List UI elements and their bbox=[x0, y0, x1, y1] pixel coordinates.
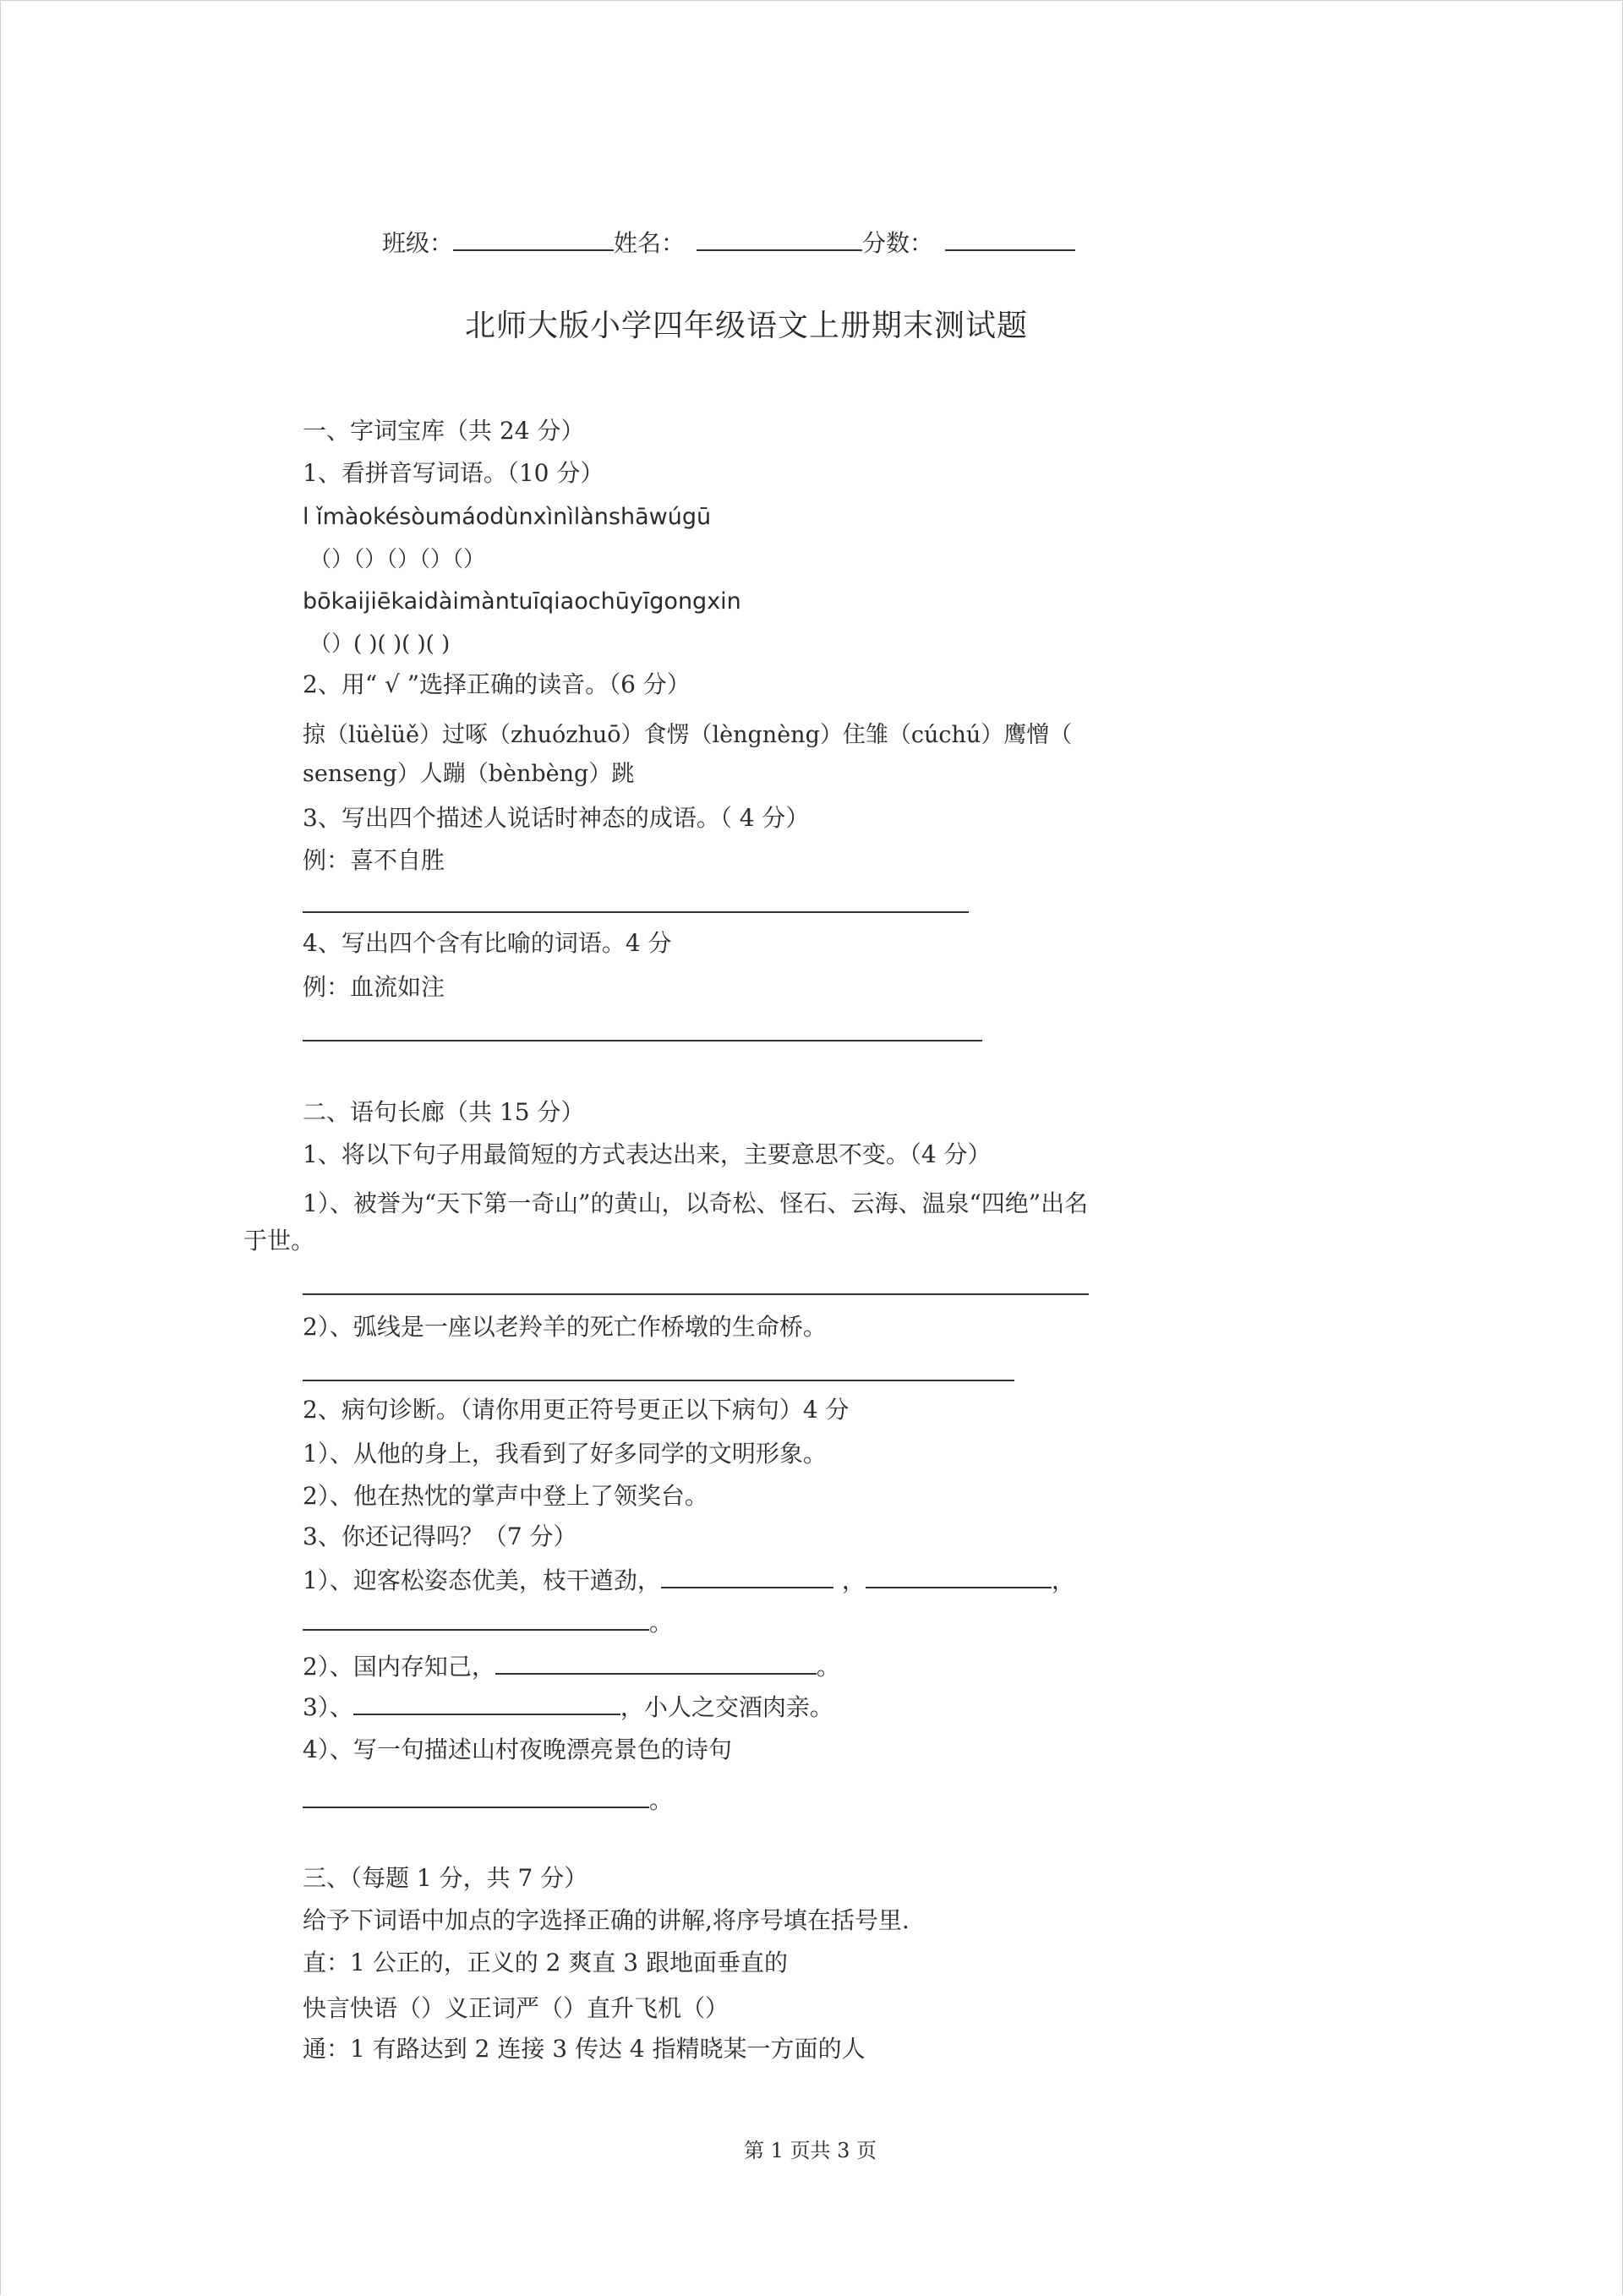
s1-q2-title: 2、用“ √ ”选择正确的读音。（6 分） bbox=[303, 670, 691, 698]
s2-q3-s1-blank-b[interactable] bbox=[866, 1565, 1052, 1588]
section1-heading: 一、字词宝库（共 24 分） bbox=[303, 417, 585, 445]
page-footer: 第 1 页共 3 页 bbox=[744, 2139, 877, 2162]
s1-q4-title: 4、写出四个含有比喻的词语。4 分 bbox=[303, 929, 672, 957]
s2-q1-title: 1、将以下句子用最简短的方式表达出来，主要意思不变。（4 分） bbox=[303, 1140, 992, 1168]
score-label: 分数： bbox=[862, 229, 934, 257]
s2-q3-s1-comma-a: ， bbox=[841, 1566, 866, 1594]
s2-q3-title: 3、你还记得吗？（7 分） bbox=[303, 1522, 577, 1550]
s2-q2-s2: 2）、他在热忱的掌声中登上了领奖台。 bbox=[303, 1482, 708, 1510]
s2-q1-s2: 2）、弧线是一座以老羚羊的死亡作桥墩的生命桥。 bbox=[303, 1313, 827, 1341]
s3-tong-definitions: 通：1 有路达到 2 连接 3 传达 4 指精晓某一方面的人 bbox=[303, 2035, 866, 2063]
s2-q3-s2-text: 2）、国内存知己， bbox=[303, 1653, 495, 1681]
s3-zhi-words[interactable]: 快言快语（）义正词严（）直升飞机（） bbox=[303, 1994, 730, 2022]
s2-q3-s1-blank-a[interactable] bbox=[661, 1565, 833, 1588]
s2-q3-s2-end: 。 bbox=[816, 1653, 840, 1681]
s2-q3-s3-blank[interactable] bbox=[353, 1692, 620, 1715]
s1-q1-paren-b[interactable]: （）( )( )( )( ) bbox=[309, 631, 451, 657]
s2-q3-s2-blank[interactable] bbox=[495, 1651, 817, 1675]
s2-q2-s1: 1）、从他的身上，我看到了好多同学的文明形象。 bbox=[303, 1440, 827, 1468]
s2-q3-s3-end: ，小人之交酒肉亲。 bbox=[620, 1693, 833, 1721]
s2-q3-s3 bbox=[303, 1691, 833, 1725]
s1-q3-answer-line[interactable] bbox=[303, 911, 969, 913]
score-blank[interactable] bbox=[945, 227, 1075, 251]
s3-zhi-definitions: 直：1 公正的，正义的 2 爽直 3 跟地面垂直的 bbox=[303, 1949, 788, 1976]
s1-q1-pinyin-a: l ǐmàokésòumáodùnxìnìlànshāwúgū bbox=[303, 504, 712, 530]
s1-q3-title: 3、写出四个描述人说话时神态的成语。（ 4 分） bbox=[303, 804, 810, 832]
s1-q1-title: 1、看拼音写词语。（10 分） bbox=[303, 459, 604, 487]
class-label: 班级： bbox=[382, 229, 454, 257]
page-title: 北师大版小学四年级语文上册期末测试题 bbox=[465, 309, 1029, 343]
s2-q3-s4-end: 。 bbox=[649, 1786, 674, 1814]
s2-q1-s2-answer-line[interactable] bbox=[303, 1380, 1014, 1381]
s2-q3-s4-cont bbox=[303, 1784, 673, 1818]
s2-q3-s4: 4）、写一句描述山村夜晚漂亮景色的诗句 bbox=[303, 1736, 732, 1763]
class-blank[interactable] bbox=[453, 227, 614, 251]
section2-heading: 二、语句长廊（共 15 分） bbox=[303, 1098, 585, 1126]
s2-q3-s1-text: 1）、迎客松姿态优美，枝干遒劲， bbox=[303, 1566, 661, 1594]
s2-q3-s1 bbox=[303, 1564, 1075, 1598]
s1-q1-paren-a[interactable]: （）（）（）（）（） bbox=[309, 547, 486, 572]
s1-q2-line1: 掠（lüèlüě）过啄（zhuózhuō）食愣（lèngnèng）住雏（cúchú）鹰憎（ bbox=[303, 722, 1073, 748]
name-label: 姓名： bbox=[614, 229, 686, 257]
s2-q1-s1-answer-line[interactable] bbox=[303, 1293, 1089, 1295]
header-line bbox=[382, 227, 1075, 260]
s1-q4-answer-line[interactable] bbox=[303, 1040, 982, 1041]
s2-q3-s4-blank[interactable] bbox=[303, 1785, 649, 1808]
section3-heading: 三、（每题 1 分，共 7 分） bbox=[303, 1864, 588, 1892]
s1-q4-example: 例：血流如注 bbox=[303, 973, 445, 1001]
s2-q3-s3-text: 3）、 bbox=[303, 1693, 353, 1721]
s2-q3-s1-blank-c[interactable] bbox=[303, 1607, 649, 1631]
s2-q1-s1-line2: 于世。 bbox=[243, 1227, 315, 1255]
name-blank[interactable] bbox=[697, 227, 862, 251]
s1-q1-pinyin-b: bōkaijiēkaidàimàntuīqiaochūyīgongxin bbox=[303, 588, 741, 615]
s1-q3-example: 例：喜不自胜 bbox=[303, 846, 445, 874]
s2-q3-s1-comma-b: ， bbox=[1051, 1566, 1075, 1594]
s2-q3-s1-end: 。 bbox=[649, 1609, 674, 1637]
s2-q3-s1-cont bbox=[303, 1606, 673, 1640]
s1-q2-line2: senseng）人蹦（bènbèng）跳 bbox=[303, 761, 635, 787]
s2-q2-title: 2、病句诊断。（请你用更正符号更正以下病句）4 分 bbox=[303, 1396, 850, 1424]
s3-instruction: 给予下词语中加点的字选择正确的讲解,将序号填在括号里. bbox=[303, 1906, 910, 1934]
s2-q1-s1-line1: 1）、被誉为“天下第一奇山”的黄山，以奇松、怪石、云海、温泉“四绝”出名 bbox=[303, 1189, 1089, 1217]
s2-q3-s2 bbox=[303, 1650, 840, 1684]
